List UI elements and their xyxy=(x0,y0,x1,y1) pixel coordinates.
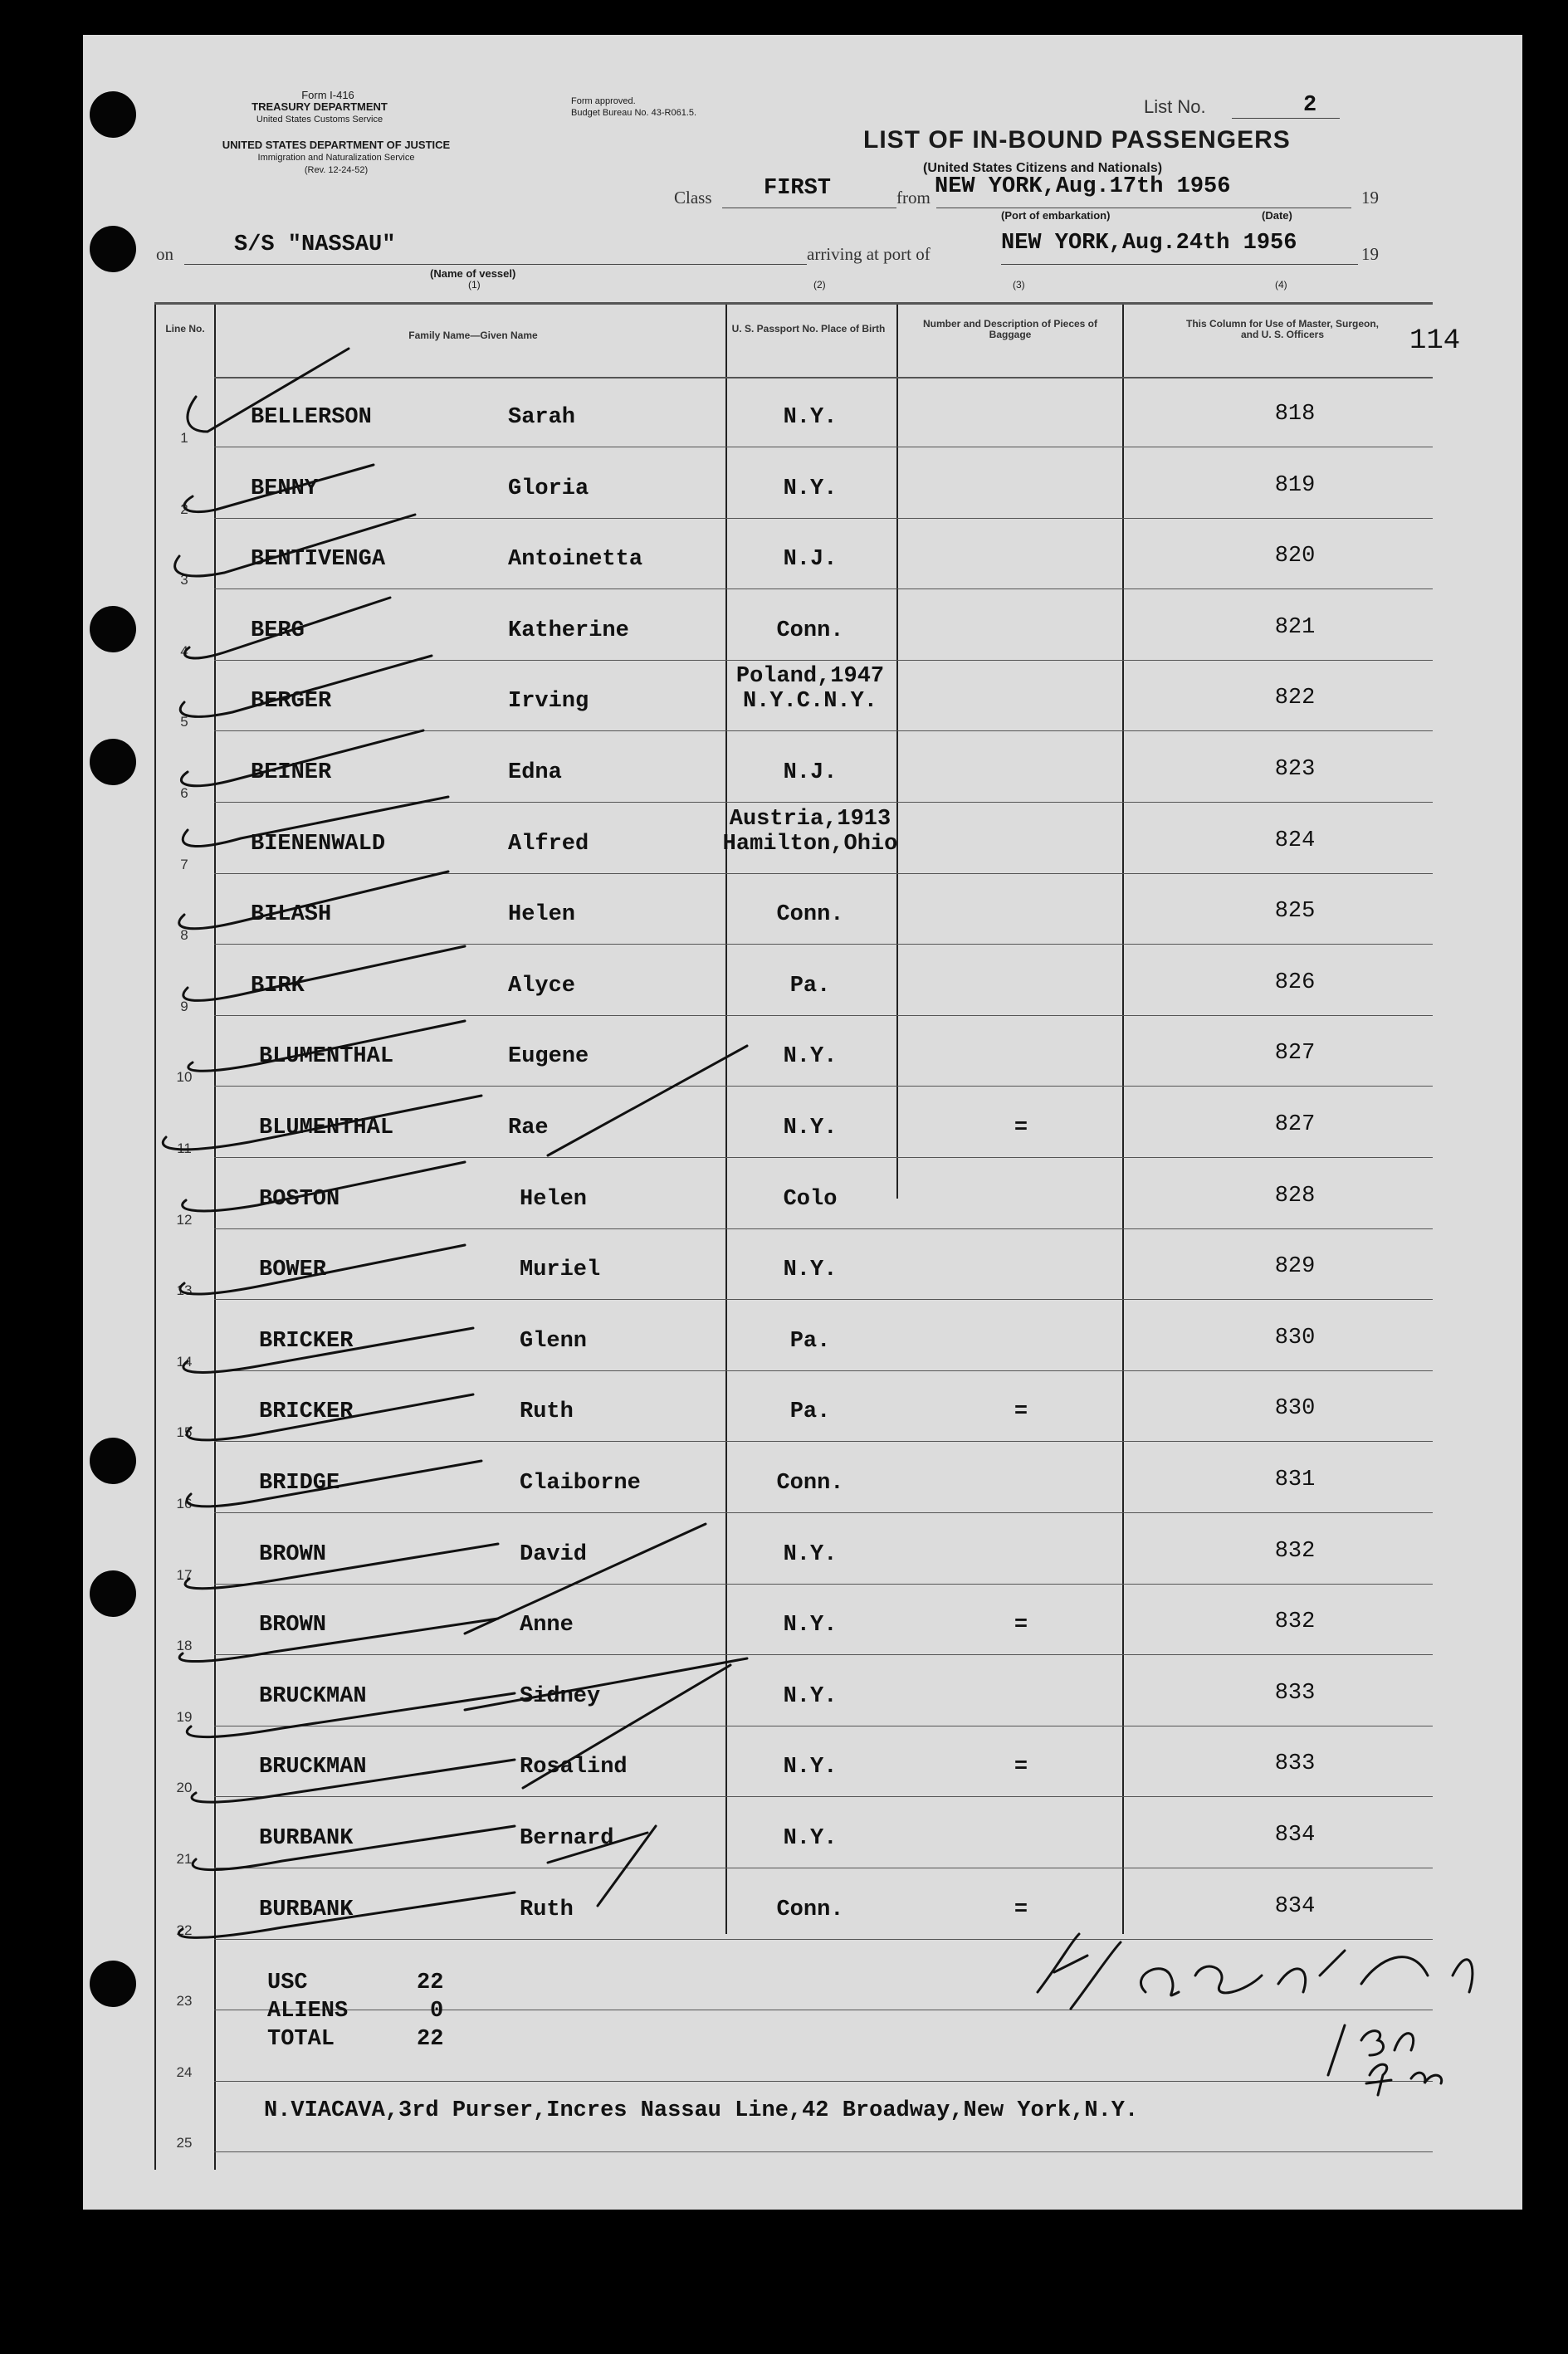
port-caption: (Port of embarkation) xyxy=(1001,209,1111,222)
immigration-service: Immigration and Naturalization Service xyxy=(257,153,415,163)
given-name: Sarah xyxy=(508,405,576,430)
officer-number: 820 xyxy=(1274,544,1316,569)
place-of-birth: Pa. xyxy=(789,974,831,999)
line-number: 25 xyxy=(176,2135,193,2151)
baggage: = xyxy=(1014,1399,1028,1424)
family-name: BRICKER xyxy=(259,1329,354,1354)
given-name: Irving xyxy=(508,689,589,714)
place-of-birth: N.Y. xyxy=(783,476,838,501)
usc-count: 22 xyxy=(417,1971,444,1995)
budget-bureau: Budget Bureau No. 43-R061.5. xyxy=(571,108,697,118)
aliens-label: ALIENS xyxy=(267,1999,349,2024)
col-header-baggage: Number and Description of Pieces of Baggage xyxy=(922,318,1098,340)
officer-number: 830 xyxy=(1274,1396,1316,1421)
date-caption: (Date) xyxy=(1262,209,1292,222)
place-of-birth: Colo xyxy=(783,1187,838,1212)
given-name: Alyce xyxy=(508,974,576,999)
line-number: 7 xyxy=(180,857,188,872)
family-name: BRUCKMAN xyxy=(259,1755,367,1780)
family-name: BLUMENTHAL xyxy=(259,1116,394,1140)
officer-number: 833 xyxy=(1274,1751,1316,1776)
line-number: 17 xyxy=(176,1567,193,1583)
family-name: BEINER xyxy=(251,760,332,785)
given-name: Edna xyxy=(508,760,562,785)
page-subtitle: (United States Citizens and Nationals) xyxy=(923,161,1163,175)
given-name: Helen xyxy=(508,902,576,927)
given-name: Rosalind xyxy=(520,1755,628,1780)
treasury-dept: TREASURY DEPARTMENT xyxy=(252,100,388,113)
line-number: 15 xyxy=(176,1424,193,1440)
place-of-birth: N.Y. xyxy=(783,1684,838,1709)
revision-date: (Rev. 12-24-52) xyxy=(304,165,369,175)
officer-number: 829 xyxy=(1274,1254,1316,1279)
family-name: BROWN xyxy=(259,1613,327,1638)
given-name: David xyxy=(520,1542,588,1567)
officer-number: 832 xyxy=(1274,1609,1316,1634)
col-num-4: (4) xyxy=(1275,279,1287,291)
line-number: 6 xyxy=(180,785,188,801)
page-number: 114 xyxy=(1409,325,1461,357)
family-name: BRIDGE xyxy=(259,1471,340,1496)
year-suffix-1: 19 xyxy=(1361,188,1379,208)
line-number: 19 xyxy=(176,1709,193,1725)
line-number: 24 xyxy=(176,2064,193,2080)
year-suffix-2: 19 xyxy=(1361,244,1379,264)
given-name: Katherine xyxy=(508,618,629,643)
place-of-birth: Austria,1913 Hamilton,Ohio xyxy=(722,807,898,857)
baggage: = xyxy=(1014,1613,1028,1638)
line-number: 20 xyxy=(176,1780,193,1795)
place-of-birth: Conn. xyxy=(776,1471,844,1496)
officer-number: 827 xyxy=(1274,1041,1316,1066)
col-num-3: (3) xyxy=(1013,279,1025,291)
place-of-birth: Conn. xyxy=(776,618,844,643)
from-label: from xyxy=(896,188,931,208)
line-number: 13 xyxy=(176,1282,193,1298)
col-num-1: (1) xyxy=(468,279,481,291)
officer-number: 819 xyxy=(1274,473,1316,498)
justice-dept: UNITED STATES DEPARTMENT OF JUSTICE xyxy=(222,139,451,151)
line-number: 9 xyxy=(180,999,188,1014)
family-name: BIRK xyxy=(251,974,305,999)
place-of-birth: N.Y. xyxy=(783,1826,838,1851)
form-approved: Form approved. xyxy=(571,96,636,106)
given-name: Gloria xyxy=(508,476,589,501)
given-name: Glenn xyxy=(520,1329,588,1354)
given-name: Eugene xyxy=(508,1044,589,1069)
family-name: BRICKER xyxy=(259,1399,354,1424)
col-header-line: Line No. xyxy=(165,323,205,335)
officer-number: 834 xyxy=(1274,1894,1316,1919)
line-number: 16 xyxy=(176,1496,193,1512)
officer-number: 827 xyxy=(1274,1112,1316,1137)
given-name: Ruth xyxy=(520,1399,574,1424)
col-num-2: (2) xyxy=(813,279,826,291)
baggage: = xyxy=(1014,1116,1028,1140)
officer-number: 828 xyxy=(1274,1184,1316,1209)
family-name: BLUMENTHAL xyxy=(259,1044,394,1069)
officer-number: 834 xyxy=(1274,1823,1316,1848)
family-name: BURBANK xyxy=(259,1897,354,1922)
line-number: 8 xyxy=(180,927,188,943)
list-no-value: 2 xyxy=(1303,93,1317,118)
given-name: Claiborne xyxy=(520,1471,641,1496)
officer-number: 824 xyxy=(1274,828,1316,853)
time-annotation xyxy=(1336,2022,1469,2105)
total-label: TOTAL xyxy=(267,2027,335,2052)
family-name: BIENENWALD xyxy=(251,832,386,857)
line-number: 10 xyxy=(176,1069,193,1085)
line-number: 5 xyxy=(180,714,188,730)
arrival-value: NEW YORK,Aug.24th 1956 xyxy=(1001,231,1297,256)
officer-number: 833 xyxy=(1274,1681,1316,1706)
col-header-name: Family Name—Given Name xyxy=(408,330,538,341)
vessel-caption: (Name of vessel) xyxy=(430,267,516,280)
given-name: Helen xyxy=(520,1187,588,1212)
officer-number: 822 xyxy=(1274,686,1316,711)
place-of-birth: N.Y. xyxy=(783,1044,838,1069)
line-number: 11 xyxy=(177,1140,192,1156)
place-of-birth: N.J. xyxy=(783,547,838,572)
officer-number: 831 xyxy=(1274,1468,1316,1492)
col-header-officers: This Column for Use of Master, Surgeon, and U. S. Officers xyxy=(1185,318,1380,340)
place-of-birth: Conn. xyxy=(776,902,844,927)
place-of-birth: N.Y. xyxy=(783,1116,838,1140)
line-number: 18 xyxy=(176,1638,193,1653)
given-name: Muriel xyxy=(520,1258,601,1282)
place-of-birth: Pa. xyxy=(789,1329,831,1354)
officer-number: 832 xyxy=(1274,1539,1316,1564)
family-name: BURBANK xyxy=(259,1826,354,1851)
page-title: LIST OF IN-BOUND PASSENGERS xyxy=(863,126,1291,154)
baggage: = xyxy=(1014,1755,1028,1780)
officer-number: 818 xyxy=(1274,402,1316,427)
line-number: 3 xyxy=(180,572,188,588)
officer-number: 830 xyxy=(1274,1326,1316,1350)
place-of-birth: N.Y. xyxy=(783,1613,838,1638)
total-count: 22 xyxy=(417,2027,444,2052)
place-of-birth: Pa. xyxy=(789,1399,831,1424)
place-of-birth: N.Y. xyxy=(783,405,838,430)
line-number: 22 xyxy=(176,1922,193,1938)
family-name: BELLERSON xyxy=(251,405,372,430)
family-name: BENNY xyxy=(251,476,319,501)
place-of-birth: N.Y. xyxy=(783,1258,838,1282)
list-no-label: List No. xyxy=(1144,96,1206,117)
place-of-birth: N.Y. xyxy=(783,1542,838,1567)
line-number: 2 xyxy=(180,501,188,517)
line-number: 21 xyxy=(176,1851,193,1867)
line-number: 12 xyxy=(176,1212,193,1228)
col-header-passport: U. S. Passport No. Place of Birth xyxy=(731,323,886,335)
family-name: BENTIVENGA xyxy=(251,547,386,572)
line-number: 1 xyxy=(180,430,188,446)
given-name: Sidney xyxy=(520,1684,601,1709)
class-label: Class xyxy=(674,188,712,208)
arriving-label: arriving at port of xyxy=(807,244,931,264)
on-label: on xyxy=(156,244,173,264)
given-name: Ruth xyxy=(520,1897,574,1922)
baggage: = xyxy=(1014,1897,1028,1922)
purser-line: N.VIACAVA,3rd Purser,Incres Nassau Line,42 Broadway,New York,N.Y. xyxy=(264,2098,1139,2123)
officer-number: 825 xyxy=(1274,899,1316,924)
family-name: BROWN xyxy=(259,1542,327,1567)
line-number: 14 xyxy=(176,1354,193,1370)
family-name: BOSTON xyxy=(259,1187,340,1212)
customs-service: United States Customs Service xyxy=(256,115,383,125)
given-name: Rae xyxy=(508,1116,549,1140)
place-of-birth: N.J. xyxy=(783,760,838,785)
class-value: FIRST xyxy=(764,176,832,201)
family-name: BERG xyxy=(251,618,305,643)
officer-number: 826 xyxy=(1274,970,1316,995)
family-name: BOWER xyxy=(259,1258,327,1282)
family-name: BILASH xyxy=(251,902,332,927)
usc-label: USC xyxy=(267,1971,308,1995)
vessel-name: S/S "NASSAU" xyxy=(234,232,396,257)
form-id: Form I-416 xyxy=(301,89,354,101)
officer-number: 821 xyxy=(1274,615,1316,640)
officer-number: 823 xyxy=(1274,757,1316,782)
embarkation-value: NEW YORK,Aug.17th 1956 xyxy=(935,174,1231,199)
place-of-birth: Poland,1947 N.Y.C.N.Y. xyxy=(735,664,885,714)
place-of-birth: N.Y. xyxy=(783,1755,838,1780)
family-name: BERGER xyxy=(251,689,332,714)
given-name: Bernard xyxy=(520,1826,614,1851)
place-of-birth: Conn. xyxy=(776,1897,844,1922)
given-name: Anne xyxy=(520,1613,574,1638)
line-number: 23 xyxy=(176,1993,193,2009)
given-name: Antoinetta xyxy=(508,547,643,572)
family-name: BRUCKMAN xyxy=(259,1684,367,1709)
aliens-count: 0 xyxy=(430,1999,444,2024)
given-name: Alfred xyxy=(508,832,589,857)
line-number: 4 xyxy=(180,643,188,659)
